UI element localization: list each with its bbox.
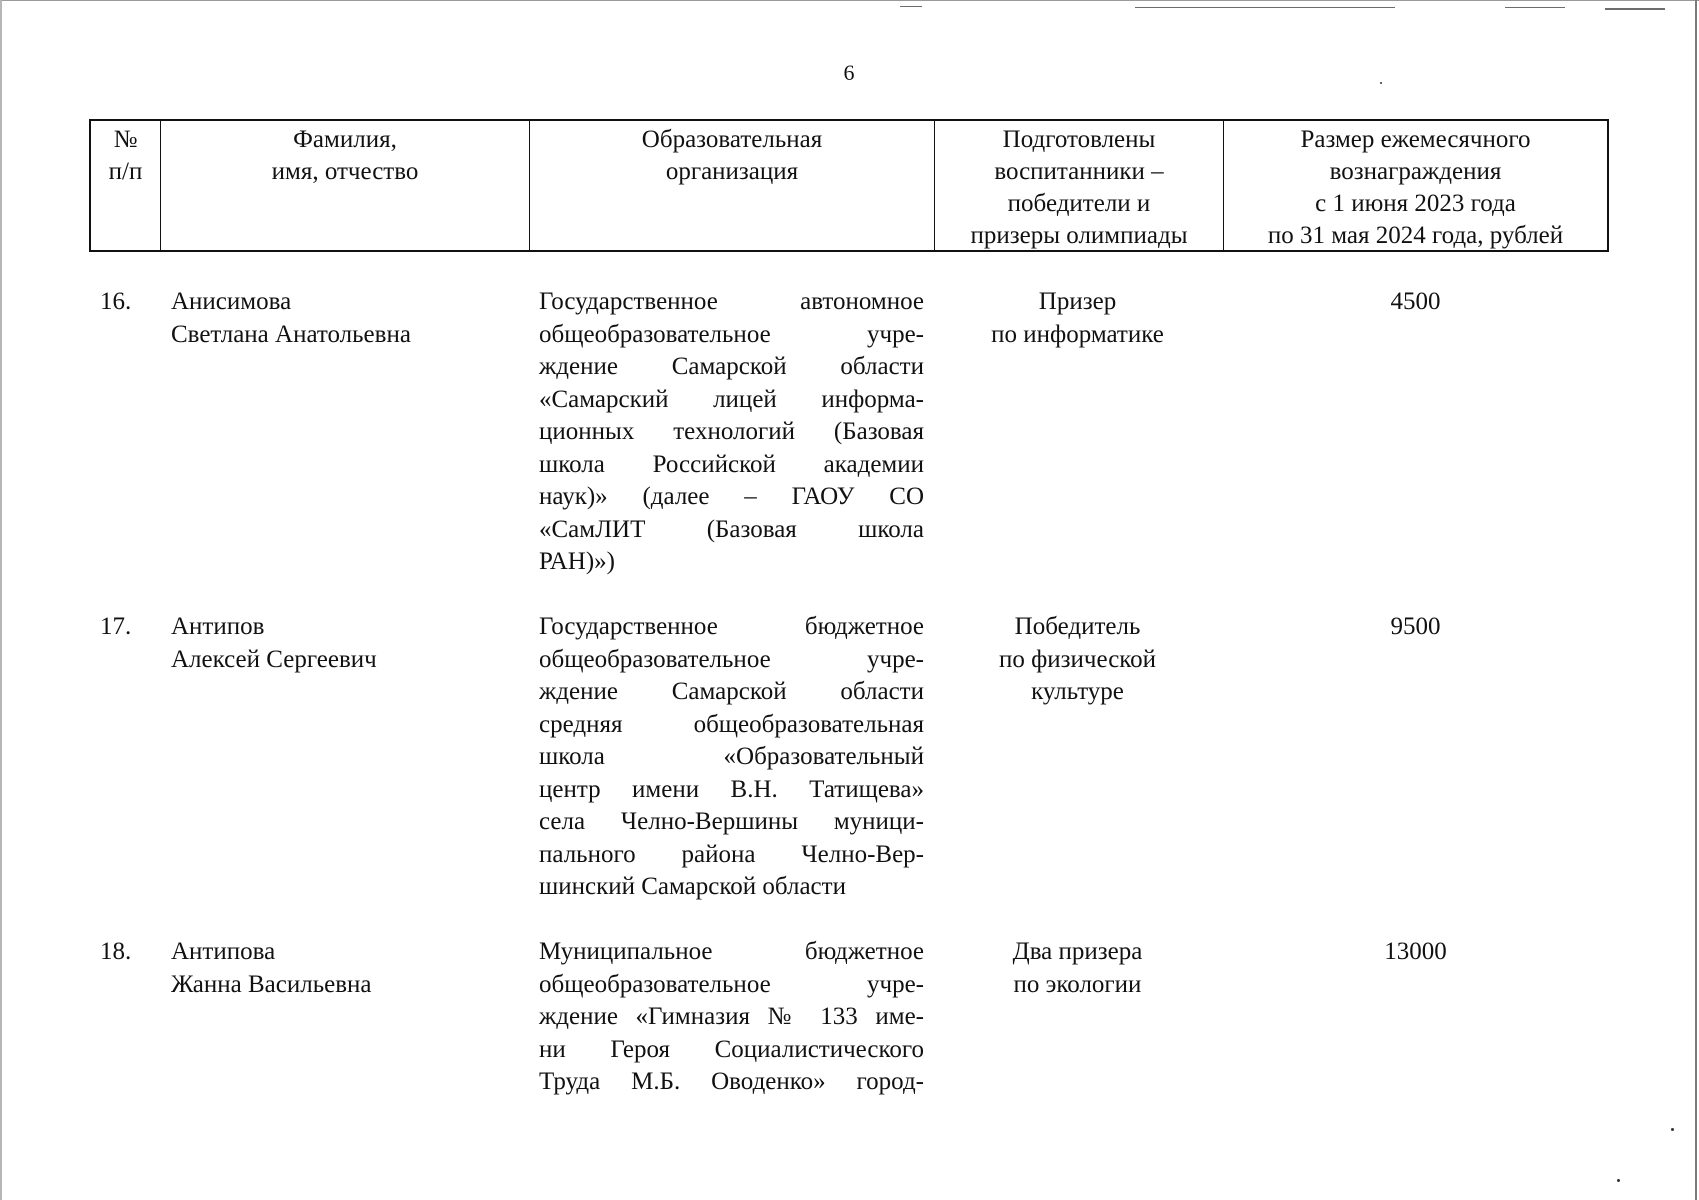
org-line: Муниципальное бюджетное xyxy=(539,938,924,965)
scan-artifact-line xyxy=(900,6,922,7)
org-line: наук)» (далее – ГАОУ СО xyxy=(539,483,924,510)
row-name: Анисимова Светлана Анатольевна xyxy=(171,288,411,348)
table-header xyxy=(89,119,1609,252)
org-line: «СамЛИТ (Базовая школа xyxy=(539,515,924,543)
header-organization: Образовательная организация xyxy=(530,121,935,250)
scan-artifact-line xyxy=(1135,7,1395,8)
row-number: 17. xyxy=(100,613,132,640)
row-name: Антипова Жанна Васильевна xyxy=(171,938,372,998)
org-line: ждение Самарской области xyxy=(539,353,924,380)
org-line: общеобразовательное учре- xyxy=(539,320,924,348)
org-line: «Самарский лицей информа- xyxy=(539,385,924,413)
row-winners: Два призера по экологии xyxy=(1012,938,1143,998)
org-line: Труда М.Б. Оводенко» город- xyxy=(539,1068,924,1095)
row-amount: 4500 xyxy=(1390,288,1441,315)
org-line: общеобразовательное учре- xyxy=(539,645,924,673)
row-amount: 9500 xyxy=(1390,613,1441,640)
scan-edge-right xyxy=(1695,0,1697,1200)
scan-artifact-line xyxy=(1505,7,1565,8)
org-line: школа «Образовательный xyxy=(539,743,924,770)
org-line: пального района Челно-Вер- xyxy=(539,840,924,868)
org-line: ждение «Гимназия № 133 име- xyxy=(539,1003,924,1030)
org-line: центр имени В.Н. Татищева» xyxy=(539,775,924,803)
scan-artifact-dot xyxy=(1380,82,1382,84)
scan-artifact-dot xyxy=(1617,1179,1620,1182)
row-amount: 13000 xyxy=(1384,938,1447,965)
org-line: Государственное бюджетное xyxy=(539,613,924,640)
page-number: 6 xyxy=(843,60,855,85)
org-line: школа Российской академии xyxy=(539,450,924,478)
org-line: ционных технологий (Базовая xyxy=(539,418,924,445)
org-line: ждение Самарской области xyxy=(539,678,924,705)
row-winners: Победитель по физической культуре xyxy=(998,613,1157,705)
row-organization xyxy=(539,611,924,904)
scan-artifact-dot xyxy=(1671,1128,1674,1131)
row-number: 18. xyxy=(100,938,132,965)
scan-edge-left xyxy=(0,0,2,1200)
row-number: 16. xyxy=(100,288,132,315)
org-line: средняя общеобразовательная xyxy=(539,710,924,738)
header-amount: Размер ежемесячного вознаграждения с 1 июня 2023 года по 31 мая 2024 года, рублей xyxy=(1267,126,1564,249)
scan-artifact-line xyxy=(1605,8,1665,10)
org-line: села Челно-Вершины муници- xyxy=(539,808,924,835)
row-name: Антипов Алексей Сергеевич xyxy=(171,613,377,673)
header-number: № п/п xyxy=(91,121,161,250)
row-organization xyxy=(539,286,924,579)
row-winners: Призер по информатике xyxy=(991,288,1164,348)
org-line: шинский Самарской области xyxy=(539,873,846,900)
header-winners: Подготовлены воспитанники – победители и призеры олимпиады xyxy=(935,121,1224,250)
org-line: общеобразовательное учре- xyxy=(539,970,924,998)
header-name: Фамилия, имя, отчество xyxy=(161,121,530,250)
scan-edge-top xyxy=(0,0,1699,1)
org-line: РАН)») xyxy=(539,548,615,575)
org-line: Государственное автономное xyxy=(539,288,924,315)
org-line: ни Героя Социалистического xyxy=(539,1035,924,1063)
row-organization xyxy=(539,936,924,1099)
